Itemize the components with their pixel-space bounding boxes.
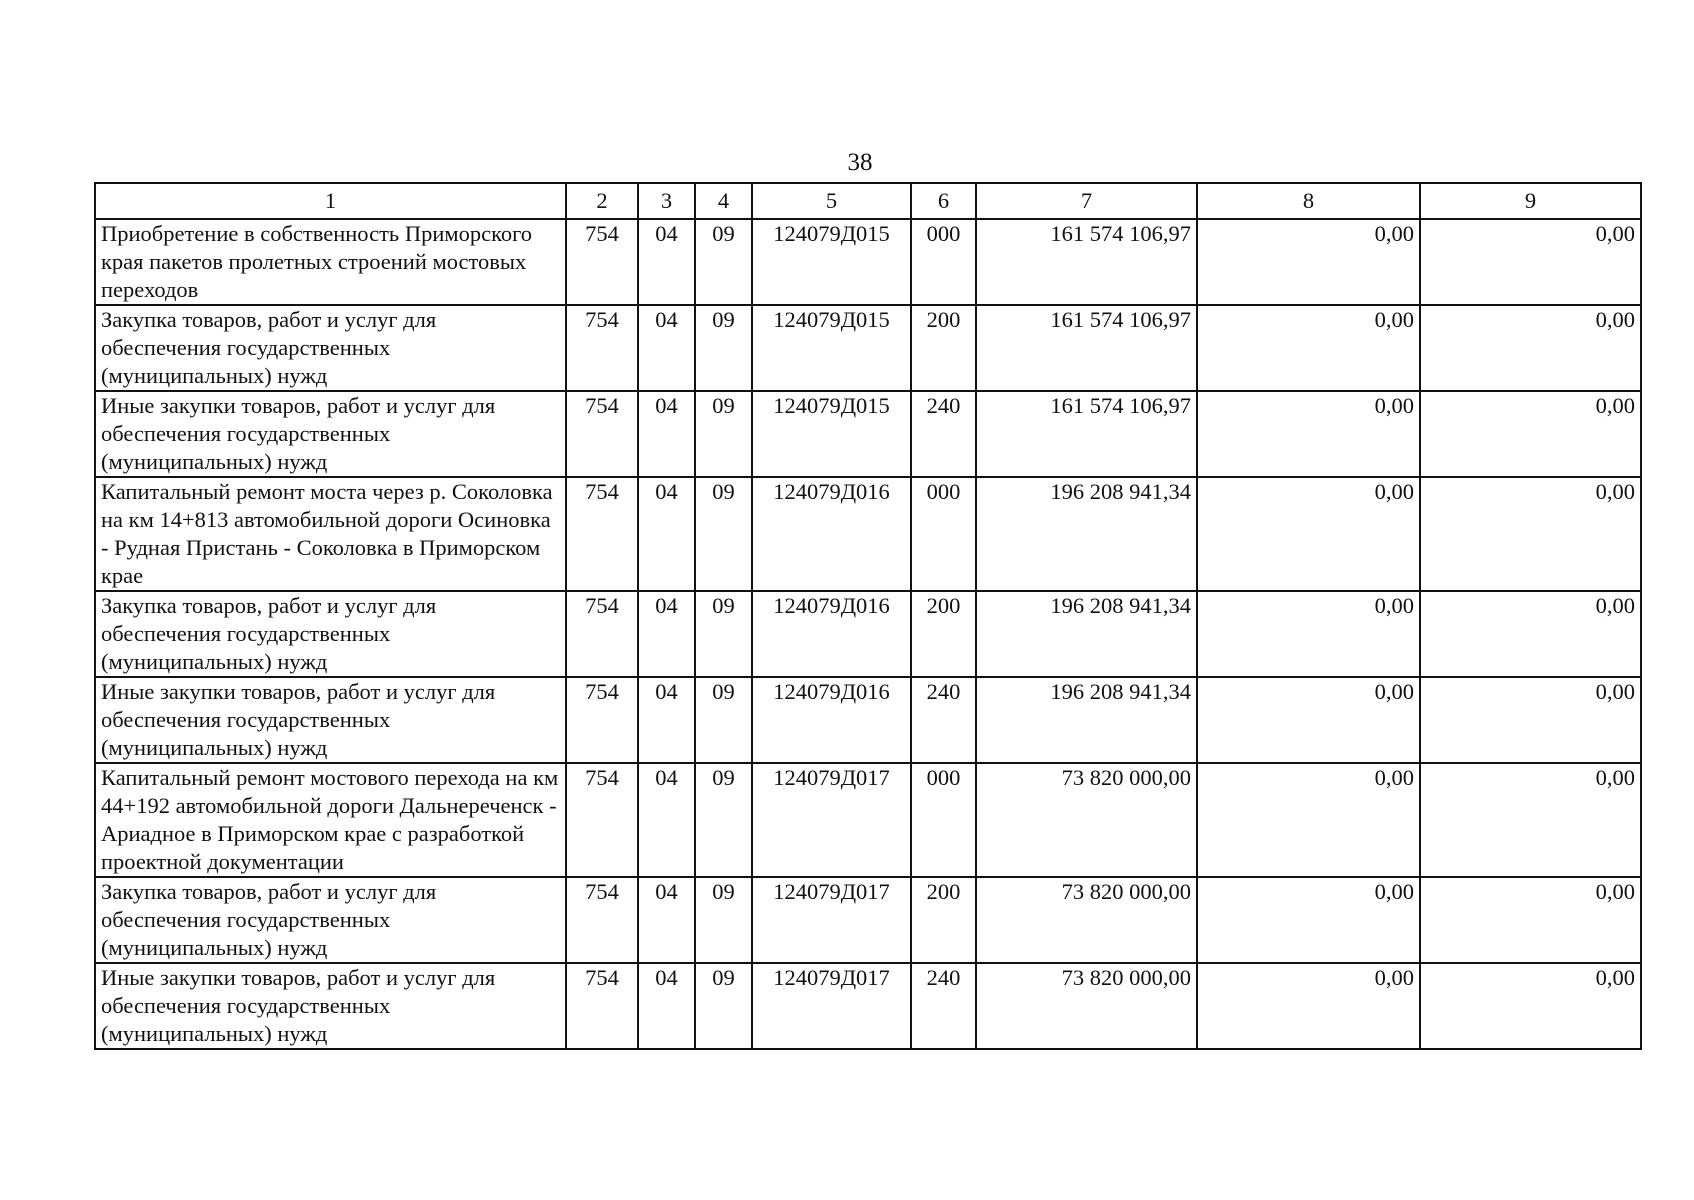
section-code: 04 <box>638 477 695 591</box>
column-header: 1 <box>95 183 566 219</box>
subsection-code: 09 <box>695 305 752 391</box>
section-code: 04 <box>638 963 695 1049</box>
column-header: 9 <box>1420 183 1641 219</box>
amount-year-1: 196 208 941,34 <box>976 477 1197 591</box>
amount-year-2: 0,00 <box>1197 391 1420 477</box>
target-article-code: 124079Д016 <box>752 477 911 591</box>
table-row <box>95 677 1641 763</box>
table-row <box>95 219 1641 305</box>
item-name: Закупка товаров, работ и услуг для обеспечения государственных (муниципальных) нужд <box>95 305 566 391</box>
subsection-code: 09 <box>695 391 752 477</box>
expense-type-code: 000 <box>911 219 976 305</box>
table-row <box>95 305 1641 391</box>
expense-type-code: 240 <box>911 677 976 763</box>
column-header: 6 <box>911 183 976 219</box>
subsection-code: 09 <box>695 219 752 305</box>
table-row <box>95 391 1641 477</box>
section-code: 04 <box>638 877 695 963</box>
ministry-code: 754 <box>566 763 638 877</box>
amount-year-2: 0,00 <box>1197 963 1420 1049</box>
item-name: Закупка товаров, работ и услуг для обеспечения государственных (муниципальных) нужд <box>95 877 566 963</box>
amount-year-3: 0,00 <box>1420 477 1641 591</box>
amount-year-3: 0,00 <box>1420 305 1641 391</box>
ministry-code: 754 <box>566 877 638 963</box>
amount-year-2: 0,00 <box>1197 477 1420 591</box>
amount-year-2: 0,00 <box>1197 877 1420 963</box>
column-header: 7 <box>976 183 1197 219</box>
item-name: Закупка товаров, работ и услуг для обеспечения государственных (муниципальных) нужд <box>95 591 566 677</box>
item-name: Иные закупки товаров, работ и услуг для обеспечения государственных (муниципальных) нужд <box>95 963 566 1049</box>
item-name: Капитальный ремонт мостового перехода на км 44+192 автомобильной дороги Дальнереченск - Ариадное в Приморском крае с разработкой проектной документации <box>95 763 566 877</box>
subsection-code: 09 <box>695 591 752 677</box>
column-header: 3 <box>638 183 695 219</box>
amount-year-1: 196 208 941,34 <box>976 591 1197 677</box>
target-article-code: 124079Д015 <box>752 305 911 391</box>
target-article-code: 124079Д016 <box>752 591 911 677</box>
amount-year-2: 0,00 <box>1197 591 1420 677</box>
table-row <box>95 763 1641 877</box>
amount-year-3: 0,00 <box>1420 391 1641 477</box>
column-header: 2 <box>566 183 638 219</box>
amount-year-2: 0,00 <box>1197 677 1420 763</box>
amount-year-3: 0,00 <box>1420 963 1641 1049</box>
amount-year-3: 0,00 <box>1420 677 1641 763</box>
amount-year-3: 0,00 <box>1420 763 1641 877</box>
item-name: Капитальный ремонт моста через р. Соколовка на км 14+813 автомобильной дороги Осиновка - Рудная Пристань - Соколовка в Приморском крае <box>95 477 566 591</box>
table-row <box>95 877 1641 963</box>
amount-year-1: 73 820 000,00 <box>976 963 1197 1049</box>
amount-year-1: 161 574 106,97 <box>976 219 1197 305</box>
amount-year-1: 161 574 106,97 <box>976 391 1197 477</box>
subsection-code: 09 <box>695 877 752 963</box>
item-name: Иные закупки товаров, работ и услуг для обеспечения государственных (муниципальных) нужд <box>95 677 566 763</box>
target-article-code: 124079Д017 <box>752 963 911 1049</box>
subsection-code: 09 <box>695 963 752 1049</box>
section-code: 04 <box>638 219 695 305</box>
item-name: Иные закупки товаров, работ и услуг для обеспечения государственных (муниципальных) нужд <box>95 391 566 477</box>
amount-year-3: 0,00 <box>1420 877 1641 963</box>
table-row <box>95 963 1641 1049</box>
section-code: 04 <box>638 391 695 477</box>
page-number: 38 <box>847 149 873 176</box>
table-row <box>95 477 1641 591</box>
budget-table <box>94 182 1642 1050</box>
target-article-code: 124079Д017 <box>752 877 911 963</box>
ministry-code: 754 <box>566 391 638 477</box>
target-article-code: 124079Д015 <box>752 219 911 305</box>
ministry-code: 754 <box>566 591 638 677</box>
section-code: 04 <box>638 763 695 877</box>
target-article-code: 124079Д017 <box>752 763 911 877</box>
column-header: 4 <box>695 183 752 219</box>
expense-type-code: 200 <box>911 305 976 391</box>
subsection-code: 09 <box>695 763 752 877</box>
ministry-code: 754 <box>566 305 638 391</box>
subsection-code: 09 <box>695 677 752 763</box>
column-header: 8 <box>1197 183 1420 219</box>
expense-type-code: 240 <box>911 963 976 1049</box>
expense-type-code: 000 <box>911 763 976 877</box>
header-row <box>95 183 1641 219</box>
expense-type-code: 000 <box>911 477 976 591</box>
amount-year-1: 73 820 000,00 <box>976 877 1197 963</box>
expense-type-code: 240 <box>911 391 976 477</box>
ministry-code: 754 <box>566 677 638 763</box>
target-article-code: 124079Д015 <box>752 391 911 477</box>
expense-type-code: 200 <box>911 877 976 963</box>
expense-type-code: 200 <box>911 591 976 677</box>
amount-year-3: 0,00 <box>1420 591 1641 677</box>
ministry-code: 754 <box>566 963 638 1049</box>
amount-year-2: 0,00 <box>1197 763 1420 877</box>
subsection-code: 09 <box>695 477 752 591</box>
amount-year-1: 161 574 106,97 <box>976 305 1197 391</box>
ministry-code: 754 <box>566 219 638 305</box>
amount-year-2: 0,00 <box>1197 219 1420 305</box>
amount-year-1: 196 208 941,34 <box>976 677 1197 763</box>
section-code: 04 <box>638 677 695 763</box>
table-row <box>95 591 1641 677</box>
section-code: 04 <box>638 591 695 677</box>
section-code: 04 <box>638 305 695 391</box>
ministry-code: 754 <box>566 477 638 591</box>
amount-year-2: 0,00 <box>1197 305 1420 391</box>
target-article-code: 124079Д016 <box>752 677 911 763</box>
amount-year-3: 0,00 <box>1420 219 1641 305</box>
amount-year-1: 73 820 000,00 <box>976 763 1197 877</box>
column-header: 5 <box>752 183 911 219</box>
item-name: Приобретение в собственность Приморского края пакетов пролетных строений мостовых переходов <box>95 219 566 305</box>
